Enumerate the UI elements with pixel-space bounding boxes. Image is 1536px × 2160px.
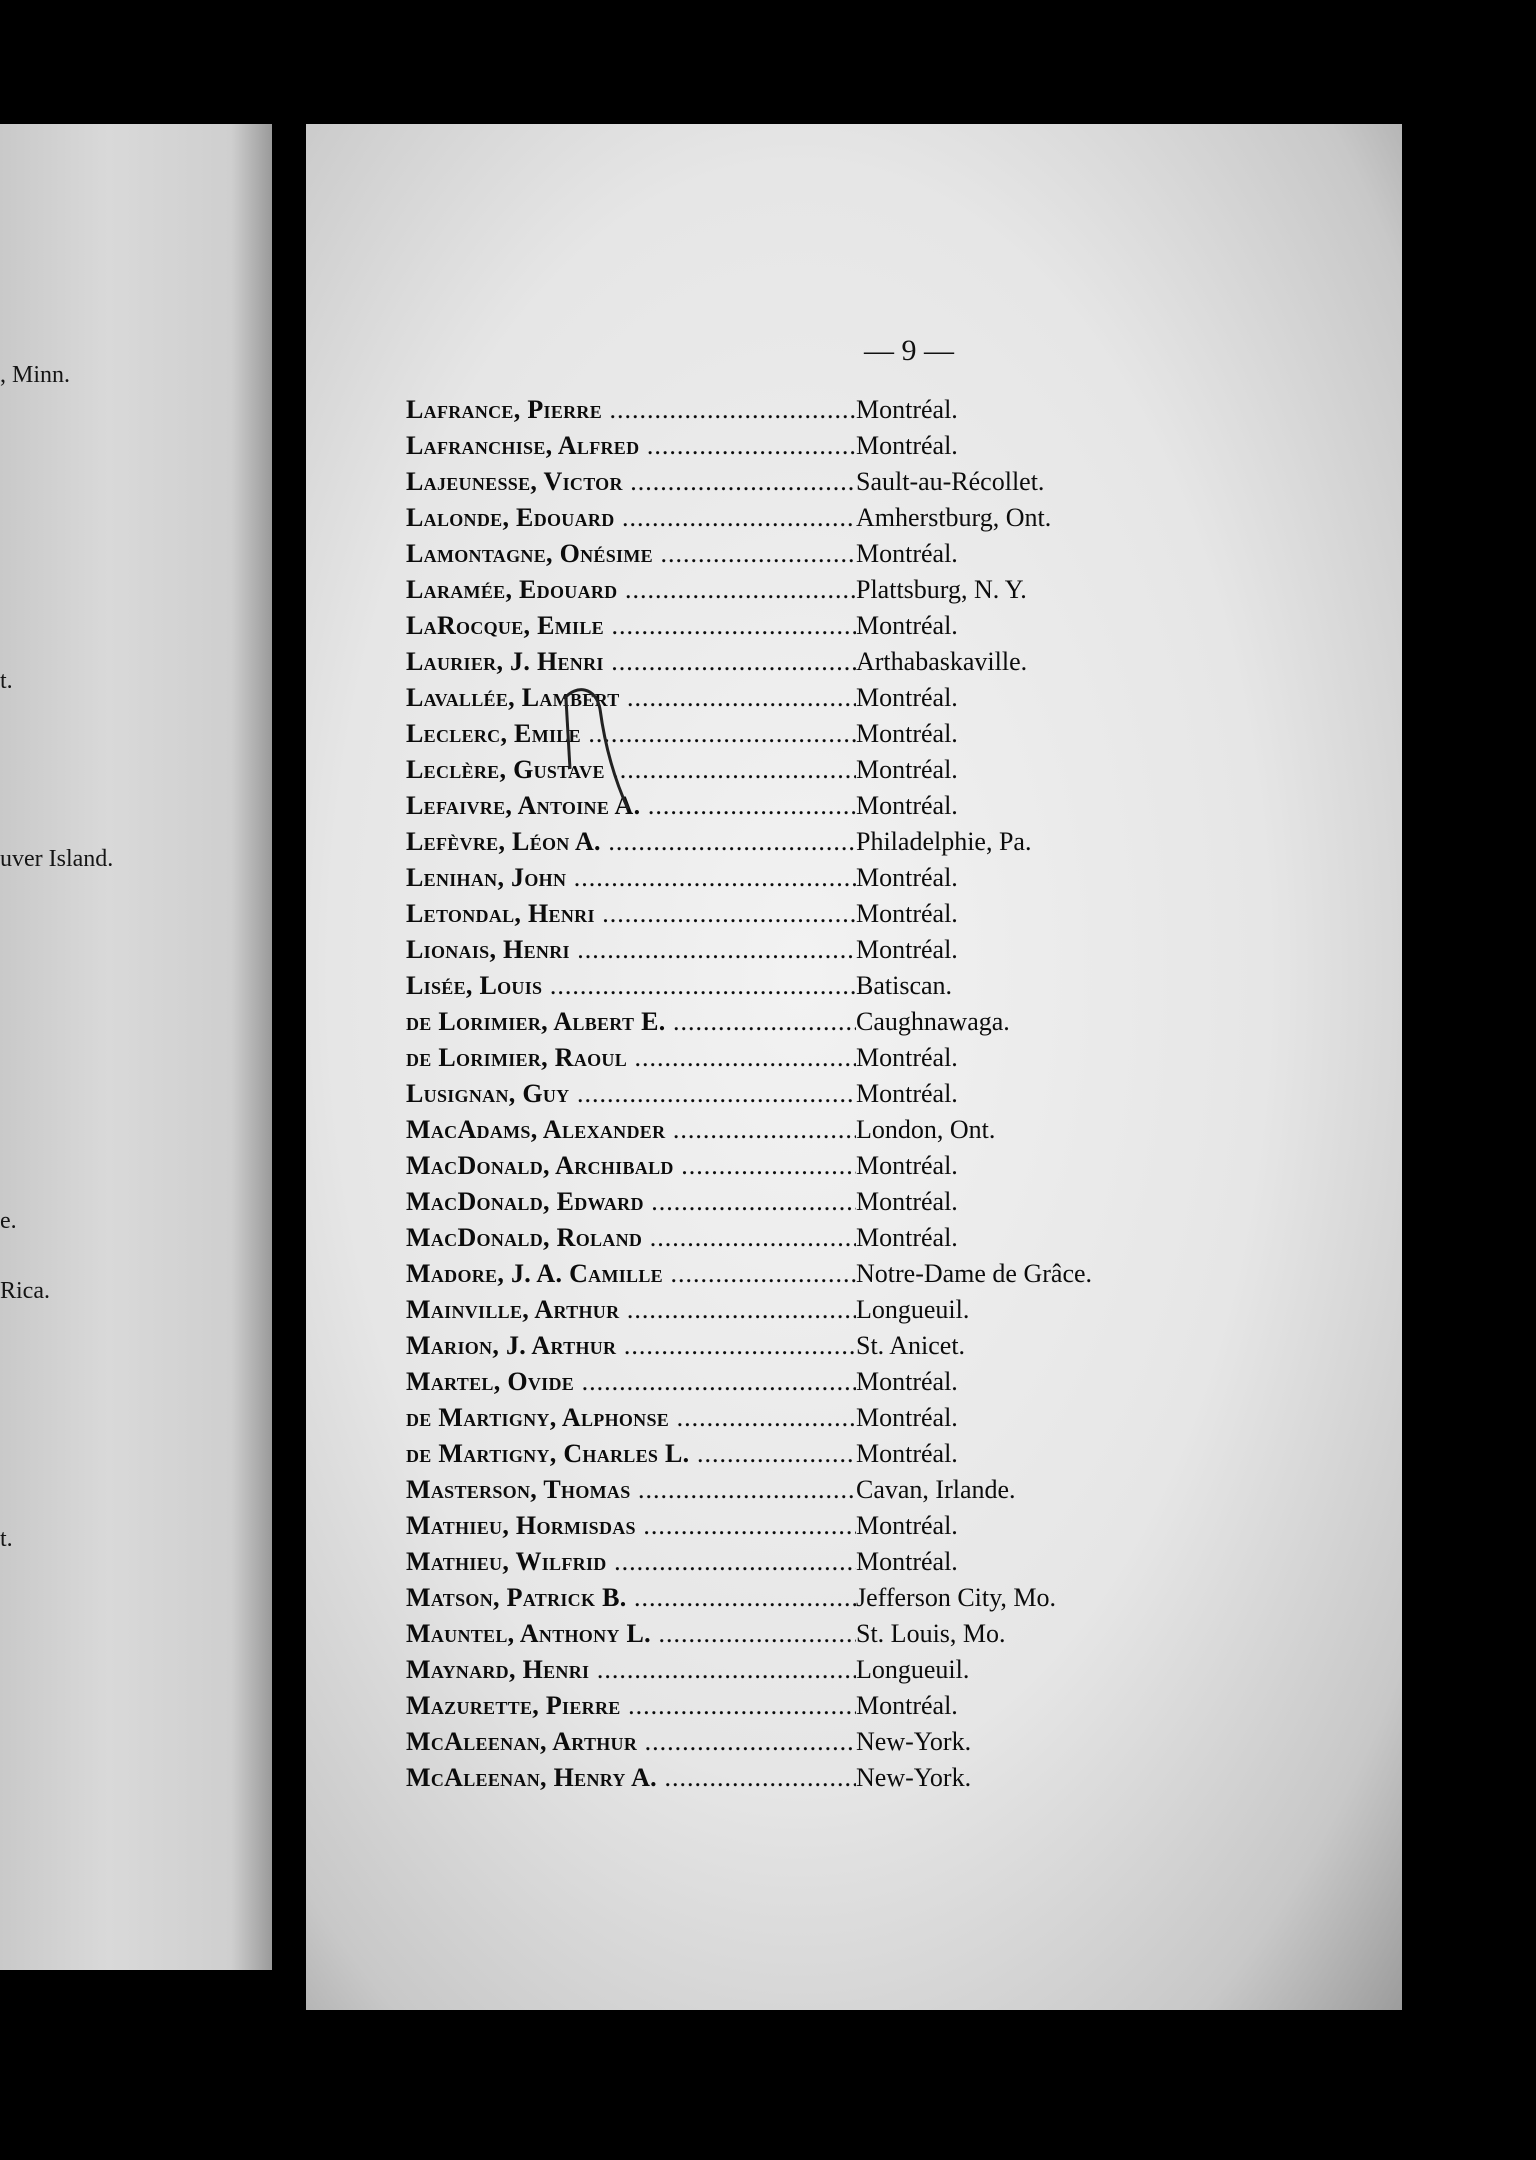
left-page-text-fragment: e. [0,1208,17,1234]
entry-place: Montréal. [856,935,958,964]
entry-name: McAleenan, Arthur ..... [406,1724,856,1760]
list-item [406,752,1166,788]
entry-name: MacAdams, Alexander ..... [406,1112,856,1148]
entry-name: Lionais, Henri ..... [406,932,856,968]
entry-name: McAleenan, Henry A. ..... [406,1760,856,1796]
list-item [406,1292,1166,1328]
entry-place: Montréal. [856,1691,958,1720]
left-page-text-fragment: t. [0,1526,13,1552]
entry-place: Longueuil. [856,1655,970,1684]
left-page-text-fragment: Rica. [0,1278,50,1304]
entry-place: St. Anicet. [856,1331,966,1360]
entry-place: Montréal. [856,899,958,928]
entry-name: MacDonald, Edward ..... [406,1184,856,1220]
list-item [406,392,1166,428]
entry-name: LaRocque, Emile ..... [406,608,856,644]
entry-name: Lenihan, John ..... [406,860,856,896]
entry-place: Montréal. [856,863,958,892]
name-list [406,392,1166,1796]
list-item [406,1040,1166,1076]
entry-name: de Martigny, Alphonse ..... [406,1400,856,1436]
entry-place: Montréal. [856,395,958,424]
list-item [406,1400,1166,1436]
entry-name: Lalonde, Edouard ..... [406,500,856,536]
list-item [406,1076,1166,1112]
book-gutter [272,124,306,1970]
entry-name: Mauntel, Anthony L. ..... [406,1616,856,1652]
list-item [406,1724,1166,1760]
entry-name: Maynard, Henri ..... [406,1652,856,1688]
entry-name: Lisée, Louis ..... [406,968,856,1004]
handwritten-mark [556,679,636,819]
entry-name: MacDonald, Roland ..... [406,1220,856,1256]
list-item [406,464,1166,500]
entry-name: Lafranchise, Alfred ..... [406,428,856,464]
list-item [406,1472,1166,1508]
list-item [406,680,1166,716]
list-item [406,860,1166,896]
list-item [406,932,1166,968]
entry-place: Montréal. [856,1223,958,1252]
list-item [406,1220,1166,1256]
list-item [406,500,1166,536]
entry-name: Lefaivre, Antoine A. ..... [406,788,856,824]
list-item [406,788,1166,824]
list-item [406,572,1166,608]
entry-place: Montréal. [856,791,958,820]
entry-place: Arthabaskaville. [856,647,1028,676]
entry-place: Caughnawaga. [856,1007,1010,1036]
entry-place: Cavan, Irlande. [856,1475,1016,1504]
left-page-text-fragment: , Minn. [0,362,71,388]
entry-place: Sault-au-Récollet. [856,467,1045,496]
entry-name: Mathieu, Wilfrid ..... [406,1544,856,1580]
entry-place: Montréal. [856,1367,958,1396]
list-item [406,536,1166,572]
entry-name: MacDonald, Archibald ..... [406,1148,856,1184]
entry-place: Jefferson City, Mo. [856,1583,1057,1612]
entry-place: Montréal. [856,1511,958,1540]
entry-place: Montréal. [856,719,958,748]
entry-name: Letondal, Henri ..... [406,896,856,932]
list-item [406,1508,1166,1544]
list-item [406,1436,1166,1472]
list-item [406,896,1166,932]
entry-name: Lefèvre, Léon A. ..... [406,824,856,860]
list-item [406,1652,1166,1688]
entry-name: de Martigny, Charles L. ..... [406,1436,856,1472]
entry-place: Montréal. [856,1151,958,1180]
list-item [406,1112,1166,1148]
entry-place: Montréal. [856,1079,958,1108]
entry-name: Lusignan, Guy ..... [406,1076,856,1112]
entry-name: Laurier, J. Henri ..... [406,644,856,680]
page-number: — 9 — [864,334,954,367]
entry-place: Montréal. [856,1187,958,1216]
list-item [406,1544,1166,1580]
entry-name: de Lorimier, Raoul ..... [406,1040,856,1076]
entry-name: Lamontagne, Onésime ..... [406,536,856,572]
entry-place: Batiscan. [856,971,953,1000]
list-item [406,1004,1166,1040]
entry-place: London, Ont. [856,1115,996,1144]
entry-place: Montréal. [856,1403,958,1432]
list-item [406,1184,1166,1220]
list-item [406,1364,1166,1400]
entry-name: Leclère, Gustave ..... [406,752,856,788]
entry-place: Montréal. [856,683,958,712]
entry-place: Notre-Dame de Grâce. [856,1259,1093,1288]
list-item [406,1328,1166,1364]
entry-place: Montréal. [856,611,958,640]
list-item [406,644,1166,680]
entry-name: Laramée, Edouard ..... [406,572,856,608]
left-page-fragment [0,124,272,1970]
list-item [406,608,1166,644]
list-item [406,824,1166,860]
entry-place: Montréal. [856,1439,958,1468]
entry-place: New-York. [856,1763,972,1792]
entry-place: Montréal. [856,755,958,784]
entry-name: Mazurette, Pierre ..... [406,1688,856,1724]
entry-place: Montréal. [856,539,958,568]
entry-place: St. Louis, Mo. [856,1619,1006,1648]
entry-name: Madore, J. A. Camille ..... [406,1256,856,1292]
list-item [406,428,1166,464]
list-item [406,1256,1166,1292]
entry-place: Amherstburg, Ont. [856,503,1052,532]
list-item [406,1760,1166,1796]
list-item [406,968,1166,1004]
entry-name: Lajeunesse, Victor ..... [406,464,856,500]
entry-name: Leclerc, Emile ..... [406,716,856,752]
list-item [406,716,1166,752]
list-item [406,1148,1166,1184]
entry-place: Plattsburg, N. Y. [856,575,1027,604]
entry-name: Mathieu, Hormisdas ..... [406,1508,856,1544]
left-page-text-fragment: uver Island. [0,846,114,872]
entry-name: Masterson, Thomas ..... [406,1472,856,1508]
entry-place: Philadelphie, Pa. [856,827,1032,856]
entry-name: Martel, Ovide ..... [406,1364,856,1400]
entry-place: Montréal. [856,1043,958,1072]
entry-place: New-York. [856,1727,972,1756]
entry-place: Montréal. [856,431,958,460]
list-item [406,1580,1166,1616]
left-page-text-fragment: t. [0,668,13,694]
entry-name: Lafrance, Pierre ..... [406,392,856,428]
right-page [306,124,1402,2010]
list-item [406,1616,1166,1652]
entry-place: Longueuil. [856,1295,970,1324]
entry-name: de Lorimier, Albert E. ..... [406,1004,856,1040]
entry-place: Montréal. [856,1547,958,1576]
entry-name: Matson, Patrick B. ..... [406,1580,856,1616]
entry-name: Marion, J. Arthur ..... [406,1328,856,1364]
entry-name: Mainville, Arthur ..... [406,1292,856,1328]
entry-name: Lavallée, Lambert ..... [406,680,856,716]
list-item [406,1688,1166,1724]
